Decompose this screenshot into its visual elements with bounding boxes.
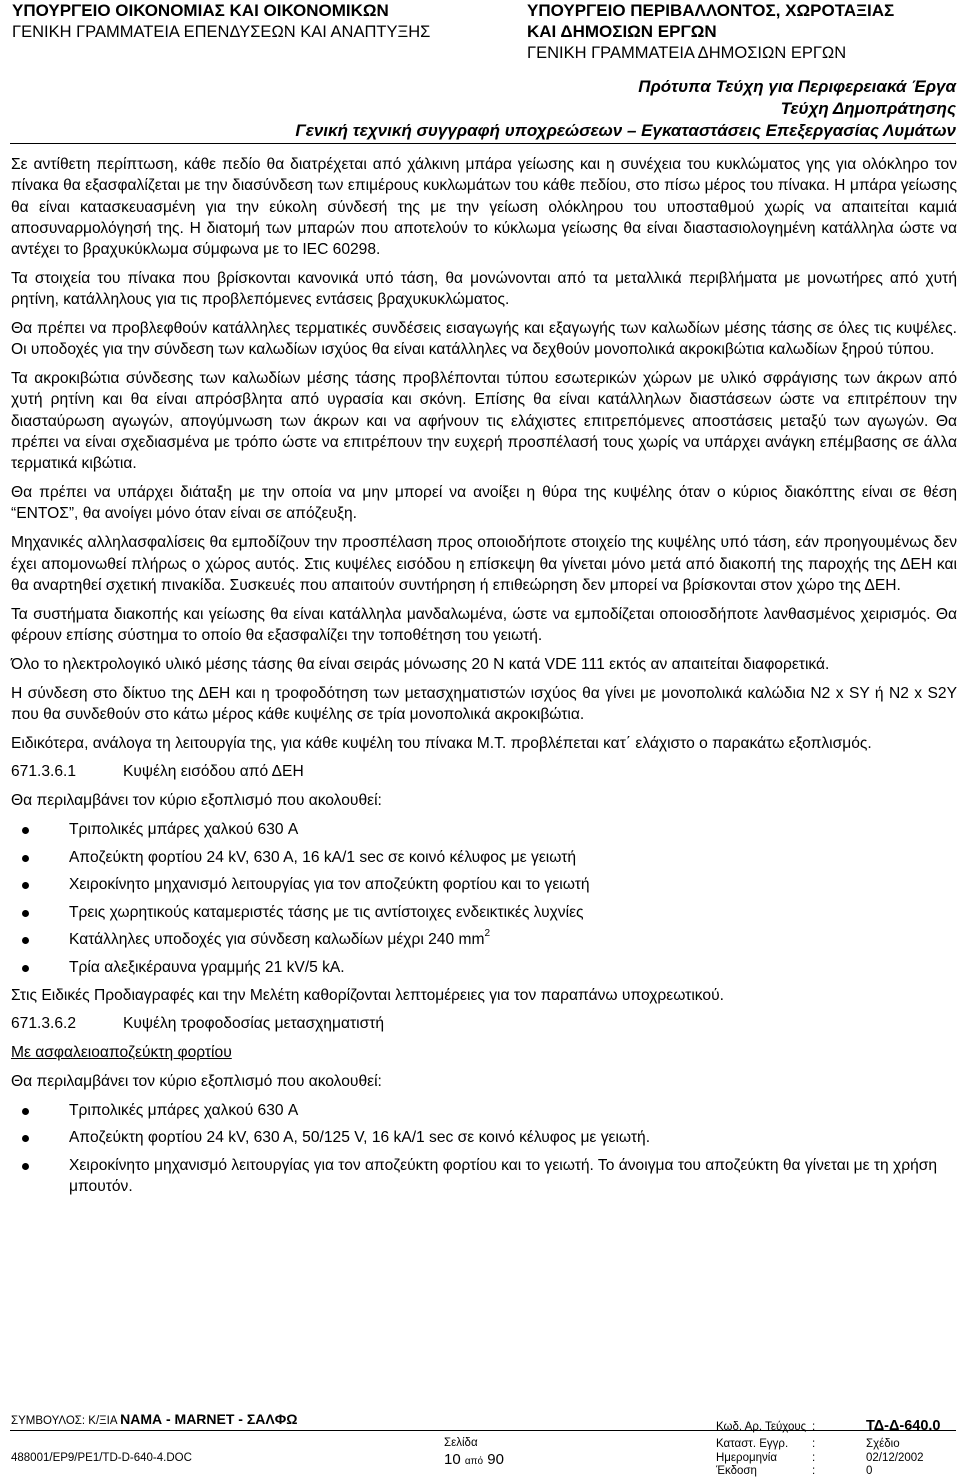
paragraph: Στις Ειδικές Προδιαγραφές και την Μελέτη καθορίζονται λεπτομέρειες για τον παραπάνω υποχρεωτικού. [11,986,724,1004]
paragraph: Η σύνδεση στο δίκτυο της ΔΕΗ και η τροφοδότηση των μετασχηματιστών ισχύος θα γίνει με μονοπολικά καλώδια N2 x SY ή N2 x S2Y που θα συνδεθούν στο κάτω μέρος κάθε κυψέλης σε τρία μονοπολικά ακροκιβώτια. [11,684,957,723]
header-right [527,0,894,64]
paragraph: Θα πρέπει να υπάρχει διάταξη με την οποία να μην μπορεί να ανοίξει η θύρα της κυψέλης όταν ο κύριος διακόπτης είναι σε θέση “ΕΝΤΟΣ”, θα ανοίγει μόνο όταν είναι σε απόζευξη. [11,484,957,523]
document-titles [295,76,956,142]
paragraph: Τα ακροκιβώτια σύνδεσης των καλωδίων μέσης τάσης προβλέπονται τύπου εσωτερικών χώρων με υλικό σφράγισης των άκρων από χυτή ρητίνη και θα είναι απρόσβλητα από υγρασία και σκόνη. Επίσης θα είναι κατάλληλων διαστάσεων ώστε να επιτρέπουν την διασταύρωση αγωγών, απογύμνωση των άκρων και να αφήνουν τις ελάχιστες επιτρεπόμενες αποστάσεις μεταξύ των αγωγών. Θα πρέπει να είναι σχεδιασμένα με τρόπο ώστε να επιτρέπουν την ευχερή προσπέλασή τους χωρίς να υπάρχει ανάγκη επέμβασης σε άλλα τερματικά κιβώτια. [11,370,957,473]
list-item: Τρία αλεξικέραυνα γραμμής 21 kV/5 kA. [11,957,957,978]
superscript: 2 [484,928,491,940]
header-divider [10,143,956,144]
list-item: Χειροκίνητο μηχανισμό λειτουργίας για τον αποζεύκτη φορτίου και το γειωτή [11,874,957,895]
paragraph: Τα συστήματα διακοπής και γείωσης θα είναι κατάλληλα μανδαλωμένα, ώστε να εμποδίζεται οποιοσδήποτε λανθασμένος χειρισμός. Θα φέρουν επίσης σύστημα το οποίο θα εξασφαλίζει την τοποθέτηση του γειωτή. [11,605,957,644]
section-number: 671.3.6.2 [11,1015,77,1033]
section-title: Κυψέλη εισόδου από ΔΕΗ [123,763,304,781]
equipment-list [11,819,957,978]
meta-version: Έκδοση : 0 [716,1465,873,1477]
advisor-label: ΣΥΜΒΟΥΛΟΣ: Κ/ΞΙΑ [11,1415,117,1427]
paragraph: Μηχανικές αλληλασφαλίσεις θα εμποδίζουν την προσπέλαση προς οποιοδήποτε στοιχείο της κυψέλης υπό τάση, εάν προηγουμένως δεν έχει απομονωθεί πλήρως ο χώρος αυτός. Στις κυψέλες εισόδου η επίσκεψη θα γίνεται μόνο μετά από διακοπή της παροχής της ΔΕΗ και θα αναρτηθεί σχετική πινακίδα. Συσκευές που απαιτούν συντήρηση ή επιθεώρηση δεν μπορεί να βρίσκονται στον χώρο της ΔΕΗ. [11,534,957,594]
equipment-list [11,1100,957,1198]
list-item: Τριπολικές μπάρες χαλκού 630 A [11,1100,957,1121]
meta-date: Ημερομηνία : 02/12/2002 [716,1452,924,1464]
paragraph: Τα στοιχεία του πίνακα που βρίσκονται κανονικά υπό τάση, θα μονώνονται από τα μεταλλικά περιβλήματα με μονωτήρες από χυτή ρητίνη, κατάλληλους για τις προβλεπόμενες εντάσεις βραχυκυκλώματος. [11,269,957,309]
title-series: Πρότυπα Τεύχη για Περιφερειακά Έργα [638,77,956,96]
section-heading [11,761,957,782]
paragraph: Όλο το ηλεκτρολογικό υλικό μέσης τάσης θα είναι σειράς μόνωσης 20 N κατά VDE 111 εκτός αν απαιτείται διαφορετικά. [11,655,830,673]
paragraph: Σε αντίθετη περίπτωση, κάθε πεδίο θα διατρέχεται από χάλκινη μπάρα γείωσης και η συνέχεια του κυκλώματος γης για ολόκληρο τον πίνακα θα εξασφαλίζεται με την διασύνδεση των επιμέρους κυκλωμάτων του κάθε πεδίου, στο πίσω μέρος του πίνακα. Η μπάρα γείωσης θα είναι κατασκευασμένη για την εύκολη σύνδεσή της με την γείωση ολόκληρου του υποσταθμού χωρίς να απαιτείται καμιά αποσυναρμολόγησή της. Η διατομή των μπαρών που αποτελούν το κύκλωμα γείωσης θα είναι διαστασιολογημένη κατάλληλα ώστε να αντέχει το βραχυκύκλωμα σύμφωνα με το IEC 60298. [11,156,957,259]
list-item: Χειροκίνητο μηχανισμό λειτουργίας για τον αποζεύκτη φορτίου και το γειωτή. Το άνοιγμα του αποζεύκτη θα γίνεται με τη χρήση μπουτόν. [11,1155,957,1198]
section-number: 671.3.6.1 [11,763,77,781]
right-ministry-line2: ΚΑΙ ΔΗΜΟΣΙΩΝ ΕΡΓΩΝ [527,22,717,41]
subsection-title: Με ασφαλειοαποζεύκτη φορτίου [11,1044,232,1062]
section-heading [11,1013,957,1034]
list-item: Τριπολικές μπάρες χαλκού 630 A [11,819,957,840]
page-number: 10 από 90 [444,1451,504,1468]
left-ministry: ΥΠΟΥΡΓΕΙΟ ΟΙΚΟΝΟΜΙΑΣ ΚΑΙ ΟΙΚΟΝΟΜΙΚΩΝ [12,1,389,20]
list-intro: Θα περιλαμβάνει τον κύριο εξοπλισμό που ακολουθεί: [11,1072,382,1090]
title-volume: Τεύχη Δημοπράτησης [780,99,956,118]
list-item: Αποζεύκτη φορτίου 24 kV, 630 A, 50/125 V, 16 kA/1 sec σε κοινό κέλυφος με γειωτή. [11,1127,957,1148]
right-secretariat: ΓΕΝΙΚΗ ΓΡΑΜΜΑΤΕΙΑ ΔΗΜΟΣΙΩΝ ΕΡΓΩΝ [527,44,847,62]
page-label: Σελίδα [444,1437,478,1449]
right-ministry-line1: ΥΠΟΥΡΓΕΙΟ ΠΕΡΙΒΑΛΛΟΝΤΟΣ, ΧΩΡΟΤΑΞΙΑΣ [527,1,895,20]
footer-advisor [11,1411,297,1427]
document-body [11,150,957,1204]
paragraph: Θα πρέπει να προβλεφθούν κατάλληλες τερματικές συνδέσεις εισαγωγής και εξαγωγής των καλωδίων μέσης τάσης σε όλες τις κυψέλες. Οι υποδοχές για την σύνδεση των καλωδίων ισχύος θα είναι κατάλληλες να δεχθούν μονοπολικά ακροκιβώτια καλωδίων ξηρού τύπου. [11,320,957,359]
list-item: Τρεις χωρητικούς καταμεριστές τάσης με τις αντίστοιχες ενδεικτικές λυχνίες [11,902,957,923]
advisor-name: ΝΑΜΑ - MARNET - ΣΑΛΦΩ [120,1411,298,1427]
list-item: Κατάλληλες υποδοχές για σύνδεση καλωδίων μέχρι 240 $mm^2$ [11,929,957,950]
title-subject: Γενική τεχνική συγγραφή υποχρεώσεων – Εγκαταστάσεις Επεξεργασίας Λυμάτων [295,121,956,140]
meta-status: Καταστ. Εγγρ. : Σχέδιο [716,1438,900,1450]
list-item: Αποζεύκτη φορτίου 24 kV, 630 A, 16 kA/1 sec σε κοινό κέλυφος με γειωτή [11,847,957,868]
section-title: Κυψέλη τροφοδοσίας μετασχηματιστή [123,1015,385,1033]
meta-code: Κωδ. Αρ. Τεύχους : ΤΔ-Δ-640.0 [716,1418,941,1434]
footer-doc-file: 488001/ΕΡ9/ΡΕ1/TD-D-640-4.DOC [11,1452,192,1464]
list-intro: Θα περιλαμβάνει τον κύριο εξοπλισμό που ακολουθεί: [11,792,382,810]
left-secretariat: ΓΕΝΙΚΗ ΓΡΑΜΜΑΤΕΙΑ ΕΠΕΝΔΥΣΕΩΝ ΚΑΙ ΑΝΑΠΤΥΞΗΣ [12,23,431,41]
header-left [12,0,430,43]
paragraph: Ειδικότερα, ανάλογα τη λειτουργία της, για κάθε κυψέλη του πίνακα Μ.Τ. προβλέπεται κατ΄ ελάχιστο ο παρακάτω εξοπλισμός. [11,734,872,752]
